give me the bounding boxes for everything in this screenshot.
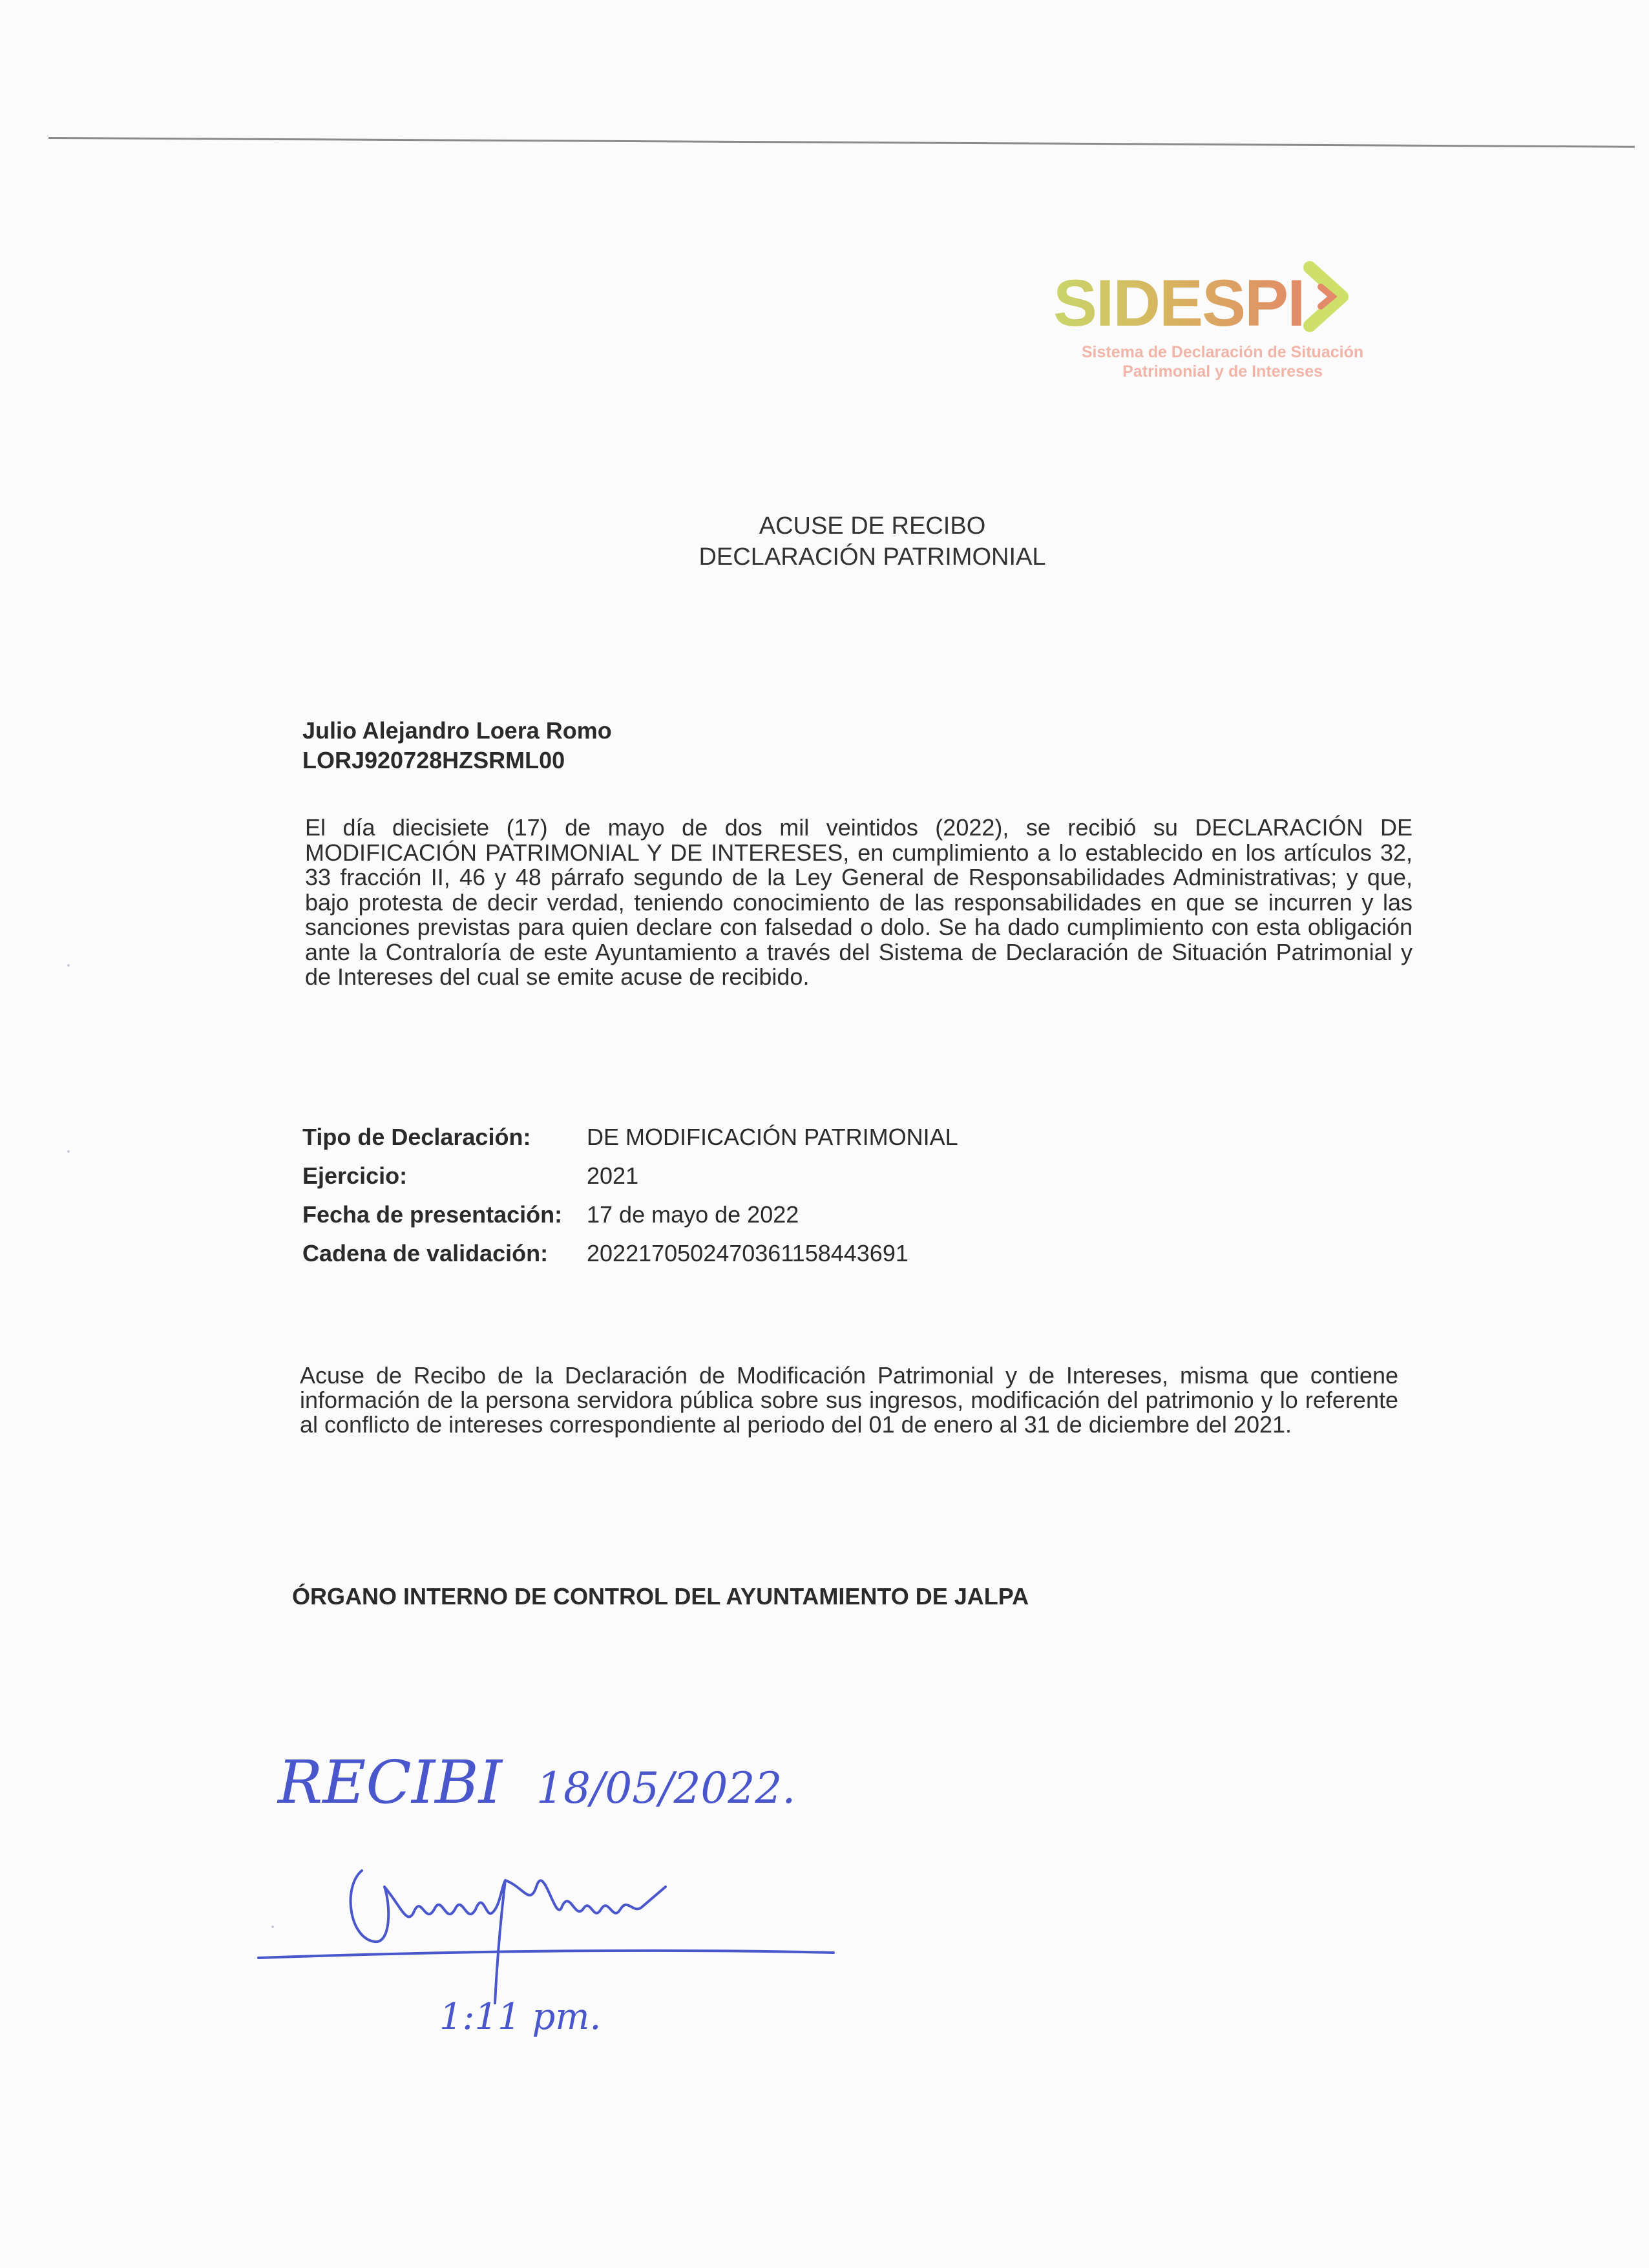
logo-subtitle-line1: Sistema de Declaración de Situación bbox=[1081, 343, 1364, 361]
detail-row bbox=[302, 1195, 958, 1234]
handwritten-time: 1:11 pm. bbox=[439, 1996, 602, 2038]
issuing-organ: ÓRGANO INTERNO DE CONTROL DEL AYUNTAMIENTO DE JALPA bbox=[292, 1583, 1029, 1610]
title-line1: ACUSE DE RECIBO bbox=[759, 512, 986, 540]
scan-speck bbox=[67, 964, 70, 967]
logo-subtitle bbox=[1055, 342, 1391, 381]
logo-subtitle-line2: Patrimonial y de Intereses bbox=[1122, 362, 1323, 381]
detail-row bbox=[302, 1157, 958, 1195]
declaration-details bbox=[302, 1118, 958, 1273]
detail-value: 20221705024703611584436​91 bbox=[587, 1240, 909, 1266]
detail-label: Ejercicio: bbox=[302, 1162, 408, 1189]
detail-label: Cadena de validación: bbox=[302, 1240, 549, 1266]
closing-paragraph: Acuse de Recibo de la Declaración de Modificación Patrimonial y de Intereses, misma que contiene información de la persona servidora pública sobre sus ingresos, modificación del patrimonio y lo referente al conflicto de intereses correspondiente al periodo del 01 de enero al 31 de diciembre del 2021. bbox=[300, 1362, 1398, 1438]
logo-arrow-icon bbox=[1281, 261, 1358, 339]
signature-underline bbox=[258, 1951, 834, 1958]
detail-value: 17 de mayo de 2022 bbox=[587, 1201, 799, 1228]
detail-row bbox=[302, 1118, 958, 1157]
handwritten-annotation bbox=[252, 1693, 898, 2055]
top-divider-line bbox=[48, 137, 1635, 148]
scan-speck bbox=[67, 1150, 70, 1153]
signature-scribble bbox=[351, 1871, 666, 2003]
title-line2: DECLARACIÓN PATRIMONIAL bbox=[698, 543, 1046, 571]
detail-row bbox=[302, 1234, 958, 1273]
recipient-name: Julio Alejandro Loera Romo bbox=[302, 717, 612, 744]
detail-value: DE MODIFICACIÓN PATRIMONIAL bbox=[587, 1124, 958, 1150]
sidespi-logo bbox=[1053, 258, 1389, 388]
detail-label: Fecha de presentación: bbox=[302, 1201, 563, 1228]
detail-value: 2021 bbox=[587, 1162, 639, 1189]
handwritten-received: RECIBI bbox=[278, 1748, 503, 1817]
scan-speck bbox=[271, 1926, 274, 1928]
document-title bbox=[582, 510, 1163, 572]
handwritten-date: 18/05/2022. bbox=[536, 1763, 796, 1813]
body-paragraph: El día diecisiete (17) de mayo de dos mil veintidos (2022), se recibió su DECLARACIÓN DE MODIFICACIÓN PATRIMONIAL Y DE INTERESES, en cumplimiento a lo establecido en los artículos 32, 33 fracción II, 46 y 48 párrafo segundo de la Ley General de Responsabilidades Administrativas; y que, bajo protesta de decir verdad, teniendo conocimiento de las responsabilidades en que se incurren y las sanciones previstas para quien declare con falsedad o dolo. Se ha dado cumplimiento con esta obligación ante la Contraloría de este Ayuntamiento a través del Sistema de Declaración de Situación Patrimonial y de Intereses del cual se emite acuse de recibido. bbox=[305, 814, 1413, 990]
detail-label: Tipo de Declaración: bbox=[302, 1124, 531, 1150]
recipient-id: LORJ920728HZSRML00 bbox=[302, 747, 565, 773]
recipient-block bbox=[302, 716, 612, 775]
logo-wordmark: SIDESPI bbox=[1053, 266, 1305, 340]
